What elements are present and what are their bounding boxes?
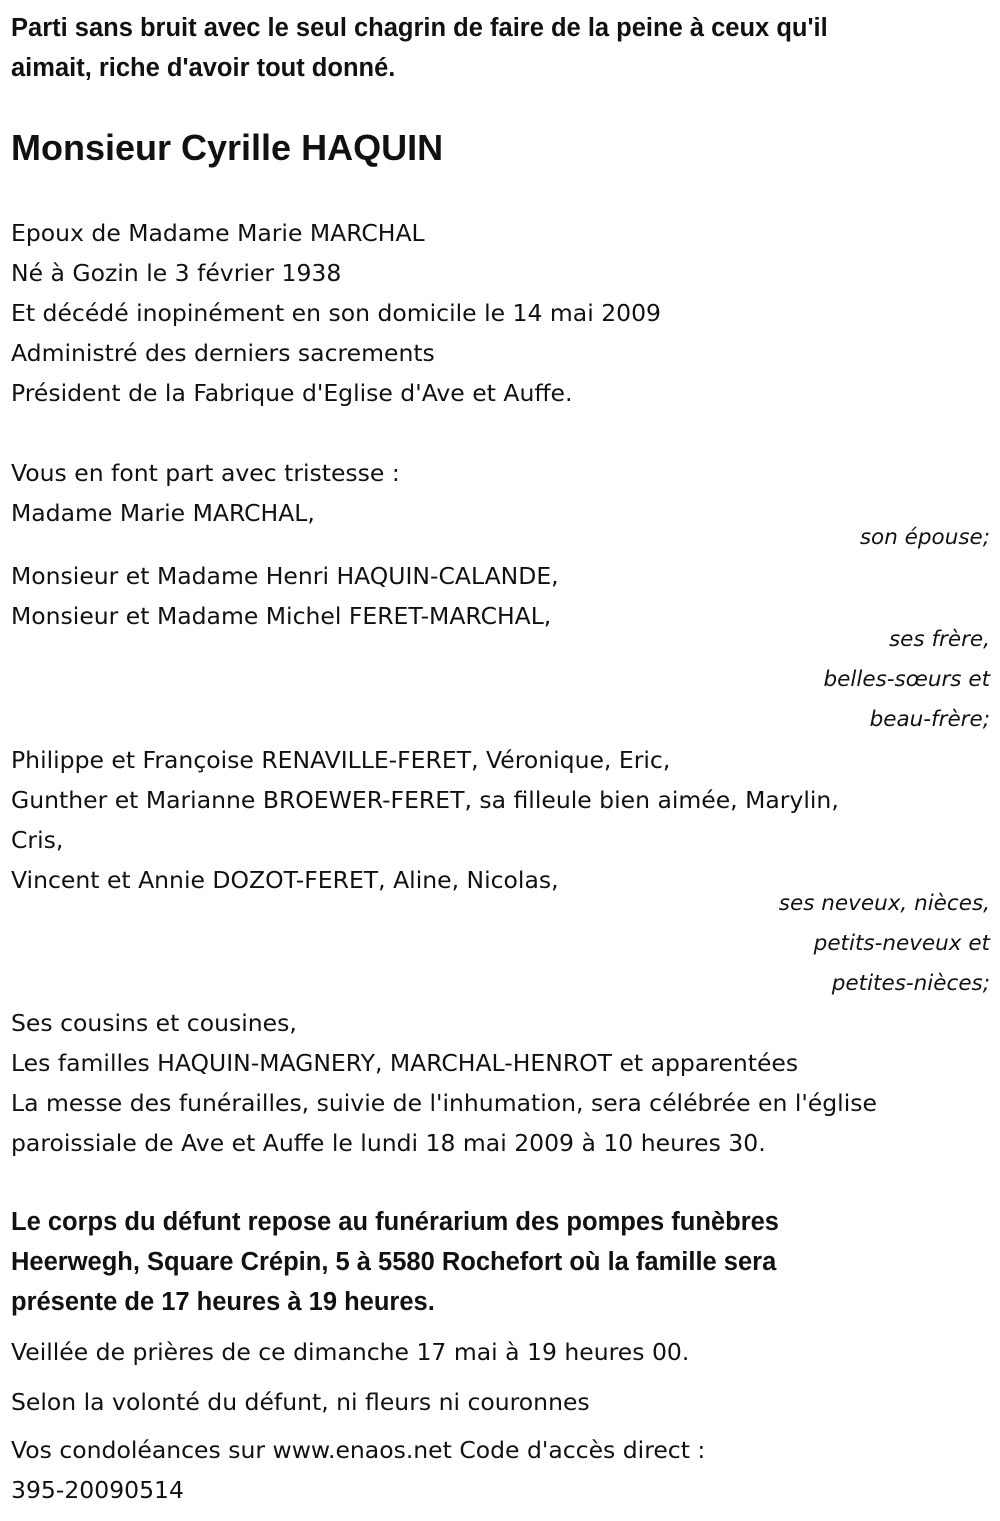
sibling-line: Monsieur et Madame Michel FERET-MARCHAL, bbox=[11, 602, 552, 630]
others-line: Les familles HAQUIN-MAGNERY, MARCHAL-HENROT et apparentées bbox=[11, 1049, 799, 1077]
intro-line: aimait, riche d'avoir tout donné. bbox=[11, 54, 396, 82]
bio-line: Administré des derniers sacrements bbox=[11, 339, 435, 367]
others-line: Ses cousins et cousines, bbox=[11, 1009, 297, 1037]
nephew-line: Gunther et Marianne BROEWER-FERET, sa filleule bien aimée, Marylin, bbox=[11, 786, 839, 814]
bio-line: Né à Gozin le 3 février 1938 bbox=[11, 259, 342, 287]
page-title: Monsieur Cyrille HAQUIN bbox=[11, 127, 444, 168]
funerarium-line: Le corps du défunt repose au funérarium des pompes funèbres bbox=[11, 1208, 779, 1236]
access-code: 395-20090514 bbox=[11, 1476, 184, 1504]
nephews-role: petits-neveux et bbox=[813, 931, 990, 956]
nephews-role: ses neveux, nièces, bbox=[778, 891, 990, 916]
siblings-role: beau-frère; bbox=[869, 707, 990, 732]
nephew-line: Cris, bbox=[11, 826, 64, 854]
funerarium-line: présente de 17 heures à 19 heures. bbox=[11, 1288, 435, 1316]
sibling-line: Monsieur et Madame Henri HAQUIN-CALANDE, bbox=[11, 562, 559, 590]
vigil-line: Veillée de prières de ce dimanche 17 mai à 19 heures 00. bbox=[11, 1338, 690, 1366]
siblings-role: ses frère, bbox=[888, 627, 990, 652]
funeral-line: paroissiale de Ave et Auffe le lundi 18 mai 2009 à 10 heures 30. bbox=[11, 1129, 766, 1157]
spouse-name: Madame Marie MARCHAL, bbox=[11, 499, 315, 527]
bio-line: Président de la Fabrique d'Eglise d'Ave et Auffe. bbox=[11, 379, 573, 407]
intro-line: Parti sans bruit avec le seul chagrin de faire de la peine à ceux qu'il bbox=[11, 14, 828, 42]
flowers-line: Selon la volonté du défunt, ni fleurs ni couronnes bbox=[11, 1388, 590, 1416]
family-intro: Vous en font part avec tristesse : bbox=[11, 459, 400, 487]
funerarium-line: Heerwegh, Square Crépin, 5 à 5580 Rochefort où la famille sera bbox=[11, 1248, 777, 1276]
condolences-line: Vos condoléances sur www.enaos.net Code d'accès direct : bbox=[11, 1436, 706, 1464]
siblings-role: belles-sœurs et bbox=[823, 667, 990, 692]
nephews-role: petites-nièces; bbox=[831, 971, 990, 996]
funeral-line: La messe des funérailles, suivie de l'inhumation, sera célébrée en l'église bbox=[11, 1089, 877, 1117]
nephew-line: Philippe et Françoise RENAVILLE-FERET, Véronique, Eric, bbox=[11, 746, 671, 774]
nephew-line: Vincent et Annie DOZOT-FERET, Aline, Nicolas, bbox=[11, 866, 559, 894]
bio-line: Et décédé inopinément en son domicile le 14 mai 2009 bbox=[11, 299, 662, 327]
spouse-role: son épouse; bbox=[859, 525, 990, 550]
bio-line: Epoux de Madame Marie MARCHAL bbox=[11, 219, 425, 247]
